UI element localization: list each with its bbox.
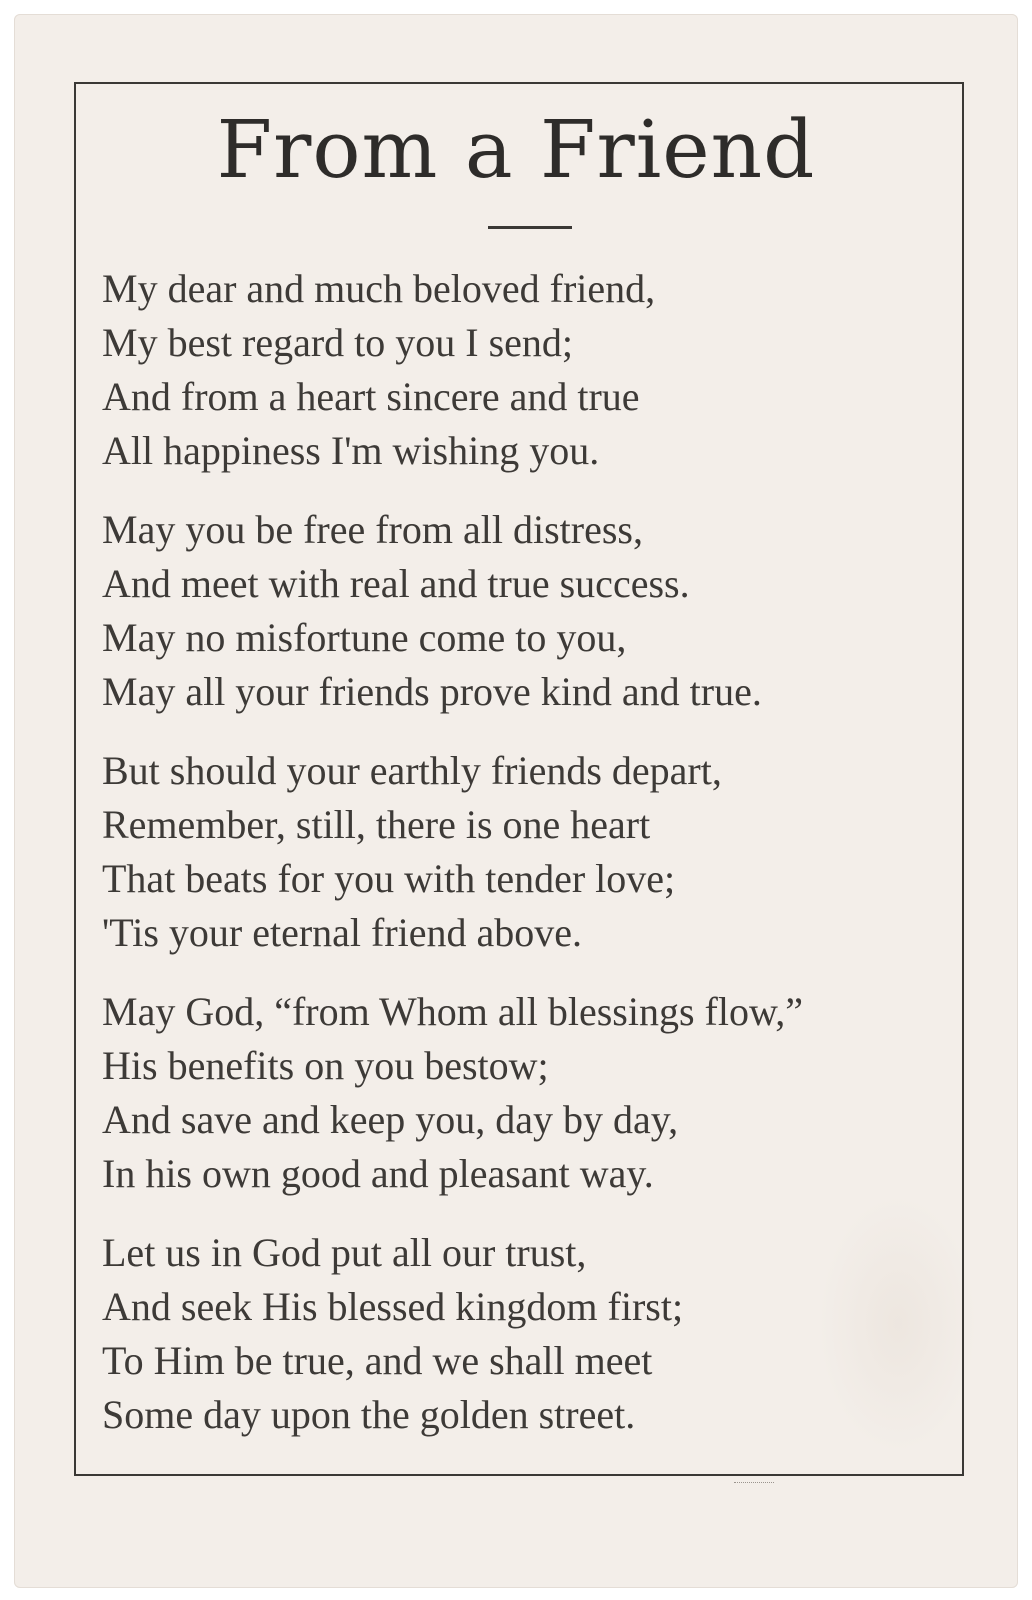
poem-line: My dear and much beloved friend, xyxy=(102,266,656,311)
postcard xyxy=(14,14,1018,1588)
poem-line: Some day upon the golden street. xyxy=(102,1392,636,1437)
title-divider xyxy=(488,226,572,229)
poem-line: May God, “from Whom all blessings flow,” xyxy=(102,989,803,1034)
poem-line: 'Tis your eternal friend above. xyxy=(102,910,583,955)
poem-line: My best regard to you I send; xyxy=(102,320,574,365)
poem-line: And seek His blessed kingdom first; xyxy=(102,1284,684,1329)
stanza xyxy=(102,744,952,960)
stanza xyxy=(102,262,952,478)
poem-line: In his own good and pleasant way. xyxy=(102,1151,654,1196)
poem-line: But should your earthly friends depart, xyxy=(102,748,722,793)
poem-line: May all your friends prove kind and true. xyxy=(102,669,762,714)
poem-line: May no misfortune come to you, xyxy=(102,615,627,660)
paper-mark xyxy=(734,1482,774,1489)
poem-line: That beats for you with tender love; xyxy=(102,856,676,901)
stanza xyxy=(102,503,952,719)
poem-line: And save and keep you, day by day, xyxy=(102,1097,679,1142)
poem-line: Remember, still, there is one heart xyxy=(102,802,651,847)
poem-body xyxy=(102,262,952,1467)
stanza xyxy=(102,1226,952,1442)
poem-line: And from a heart sincere and true xyxy=(102,374,640,419)
poem-line: His benefits on you bestow; xyxy=(102,1043,549,1088)
poem-line: May you be free from all distress, xyxy=(102,507,643,552)
poem-line: And meet with real and true success. xyxy=(102,561,690,606)
poem-line: All happiness I'm wishing you. xyxy=(102,428,600,473)
poem-title: From a Friend xyxy=(216,103,816,196)
stanza xyxy=(102,985,952,1201)
poem-line: To Him be true, and we shall meet xyxy=(102,1338,653,1383)
poem-line: Let us in God put all our trust, xyxy=(102,1230,587,1275)
